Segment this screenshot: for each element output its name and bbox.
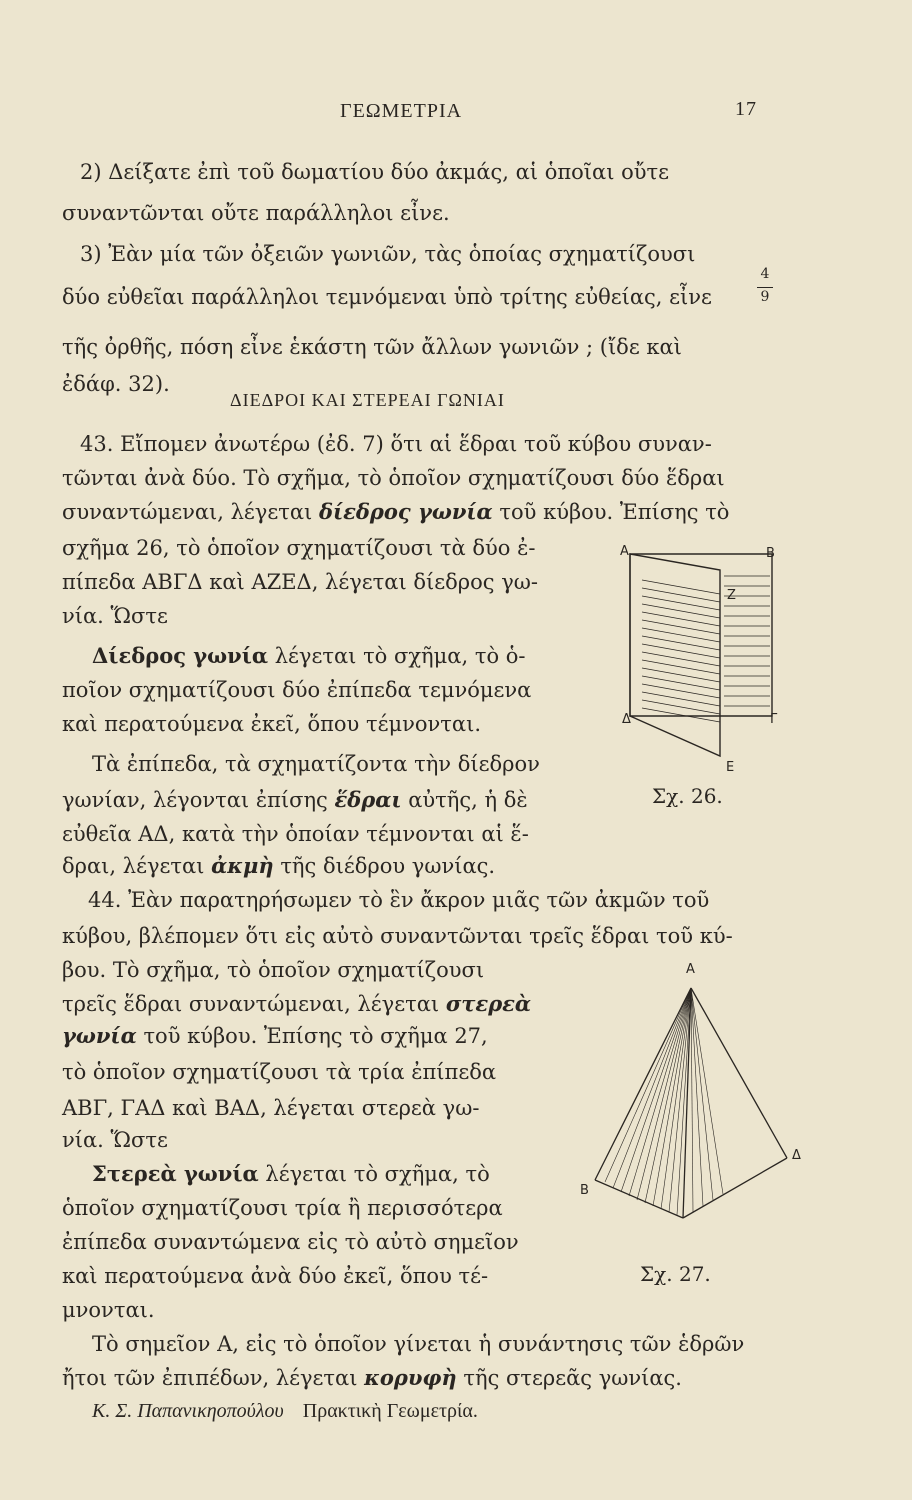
paragraph-43-line: 43. Εἴπομεν ἀνωτέρω (ἐδ. 7) ὅτι αἱ ἕδραι τοῦ κύβου συναν- <box>80 432 712 456</box>
exercise-2-line: 2) Δείξατε ἐπὶ τοῦ δωματίου δύο ἀκμάς, αἱ ὁποῖαι οὔτε <box>80 160 670 184</box>
definition-dihedral: Δίεδρος γωνία λέγεται τὸ σχῆμα, τὸ ὁ- <box>92 643 526 668</box>
running-title: ΓΕΩΜΕΤΡΙΑ <box>340 100 463 122</box>
definition-line: μνονται. <box>62 1298 155 1322</box>
paragraph-44-line: γωνία τοῦ κύβου. Ἐπίσης τὸ σχῆμα 27, <box>62 1023 488 1048</box>
paragraph-43-line: συναντώμεναι, λέγεται δίεδρος γωνία τοῦ κύβου. Ἐπίσης τὸ <box>62 499 730 524</box>
term-vertex: κορυφὴ <box>364 1365 457 1390</box>
paragraph-43-line: σχῆμα 26, τὸ ὁποῖον σχηματίζουσι τὰ δύο ἐ- <box>62 536 536 560</box>
paragraph-44-line: νία. Ὥστε <box>62 1128 168 1152</box>
exercise-2-line: συναντῶνται οὔτε παράλληλοι εἶνε. <box>62 201 450 225</box>
term-solid-angle: γωνία <box>62 1023 137 1048</box>
definition-term: Στερεὰ γωνία <box>92 1161 259 1186</box>
fraction-denominator: 9 <box>760 289 770 305</box>
page-number: 17 <box>735 98 757 120</box>
definition-line: καὶ περατούμενα ἐκεῖ, ὅπου τέμνονται. <box>62 712 482 736</box>
figure-26-label-e: Ε <box>726 760 735 775</box>
figure-27-caption: Σχ. 27. <box>640 1262 711 1286</box>
figure-27-label-a: Α <box>686 962 695 977</box>
figure-26-caption: Σχ. 26. <box>652 784 723 808</box>
term-edge: ἀκμὴ <box>211 853 274 878</box>
paragraph-43-line: νία. Ὥστε <box>62 604 168 628</box>
definition-solid: Στερεὰ γωνία λέγεται τὸ σχῆμα, τὸ <box>92 1161 490 1186</box>
footer-signature <box>92 1400 478 1423</box>
exercise-3-line: ἐδάφ. 32). <box>62 372 170 396</box>
term-faces: ἕδραι <box>334 787 402 812</box>
paragraph-43-line: εὐθεῖα ΑΔ, κατὰ τὴν ὁποίαν τέμνονται αἱ ἕ- <box>62 822 529 846</box>
definition-line: καὶ περατούμενα ἀνὰ δύο ἐκεῖ, ὅπου τέ- <box>62 1264 489 1288</box>
figure-26-label-z: Ζ <box>727 588 736 603</box>
exercise-3-line: 3) Ἐὰν μία τῶν ὀξειῶν γωνιῶν, τὰς ὁποίας σχηματίζουσι <box>80 242 696 266</box>
figure-27-solid-angle <box>575 980 805 1240</box>
term-dihedral-angle: δίεδρος γωνία <box>318 499 493 524</box>
paragraph-43-line: γωνίαν, λέγονται ἐπίσης ἕδραι αὐτῆς, ἡ δὲ <box>62 787 528 812</box>
figure-26-label-b: Β <box>766 546 775 561</box>
paragraph-43-line: δραι, λέγεται ἀκμὴ τῆς διέδρου γωνίας. <box>62 853 496 878</box>
paragraph-44-line: βου. Τὸ σχῆμα, τὸ ὁποῖον σχηματίζουσι <box>62 958 485 982</box>
exercise-3-line: τῆς ὀρθῆς, πόση εἶνε ἑκάστη τῶν ἄλλων γωνιῶν ; (ἴδε καὶ <box>62 335 682 359</box>
fraction-numerator: 4 <box>760 266 770 282</box>
paragraph-43-line: Τὰ ἐπίπεδα, τὰ σχηματίζοντα τὴν δίεδρον <box>92 752 540 776</box>
footer-book-title: Πρακτικὴ Γεωμετρία. <box>302 1400 478 1422</box>
figure-27-label-b: Β <box>580 1183 589 1198</box>
definition-line: ποῖον σχηματίζουσι δύο ἐπίπεδα τεμνόμενα <box>62 678 532 702</box>
exercise-3-line: δύο εὐθεῖαι παράλληλοι τεμνόμεναι ὑπὸ τρίτης εὐθείας, εἶνε <box>62 285 712 309</box>
paragraph-44-line: τρεῖς ἕδραι συναντώμεναι, λέγεται στερεὰ <box>62 991 532 1016</box>
paragraph-43-line: πίπεδα ΑΒΓΔ καὶ ΑΖΕΔ, λέγεται δίεδρος γω- <box>62 570 538 594</box>
definition-line: ἐπίπεδα συναντώμενα εἰς τὸ αὐτὸ σημεῖον <box>62 1230 519 1254</box>
paragraph-44-line: 44. Ἐὰν παρατηρήσωμεν τὸ ἓν ἄκρον μιᾶς τῶν ἀκμῶν τοῦ <box>88 888 710 912</box>
term-solid-angle: στερεὰ <box>445 991 532 1016</box>
paragraph-44-line: ΑΒΓ, ΓΑΔ καὶ ΒΑΔ, λέγεται στερεὰ γω- <box>62 1096 480 1120</box>
figure-26-label-d: Δ <box>622 712 631 727</box>
definition-term: Δίεδρος γωνία <box>92 643 269 668</box>
footer-author: Κ. Σ. Παπανικηοπούλου <box>92 1400 284 1422</box>
paragraph-44-line: ἤτοι τῶν ἐπιπέδων, λέγεται κορυφὴ τῆς στερεᾶς γωνίας. <box>62 1365 682 1390</box>
paragraph-43-line: τῶνται ἀνὰ δύο. Τὸ σχῆμα, τὸ ὁποῖον σχηματίζουσι δύο ἕδραι <box>62 466 725 490</box>
figure-27-label-d: Δ <box>792 1148 801 1163</box>
paragraph-44-line: τὸ ὁποῖον σχηματίζουσι τὰ τρία ἐπίπεδα <box>62 1060 497 1084</box>
figure-26-label-g: Γ <box>770 712 778 727</box>
section-title: ΔΙΕΔΡΟΙ ΚΑΙ ΣΤΕΡΕΑΙ ΓΩΝΙΑΙ <box>230 390 505 410</box>
figure-26-dihedral-angle <box>612 540 787 775</box>
fraction-bar <box>757 287 773 288</box>
paragraph-44-line: Τὸ σημεῖον Α, εἰς τὸ ὁποῖον γίνεται ἡ συνάντησις τῶν ἑδρῶν <box>92 1332 745 1356</box>
figure-26-label-a: Α <box>620 544 629 559</box>
paragraph-44-line: κύβου, βλέπομεν ὅτι εἰς αὐτὸ συναντῶνται τρεῖς ἕδραι τοῦ κύ- <box>62 924 733 948</box>
definition-line: ὁποῖον σχηματίζουσι τρία ἢ περισσότερα <box>62 1196 503 1220</box>
